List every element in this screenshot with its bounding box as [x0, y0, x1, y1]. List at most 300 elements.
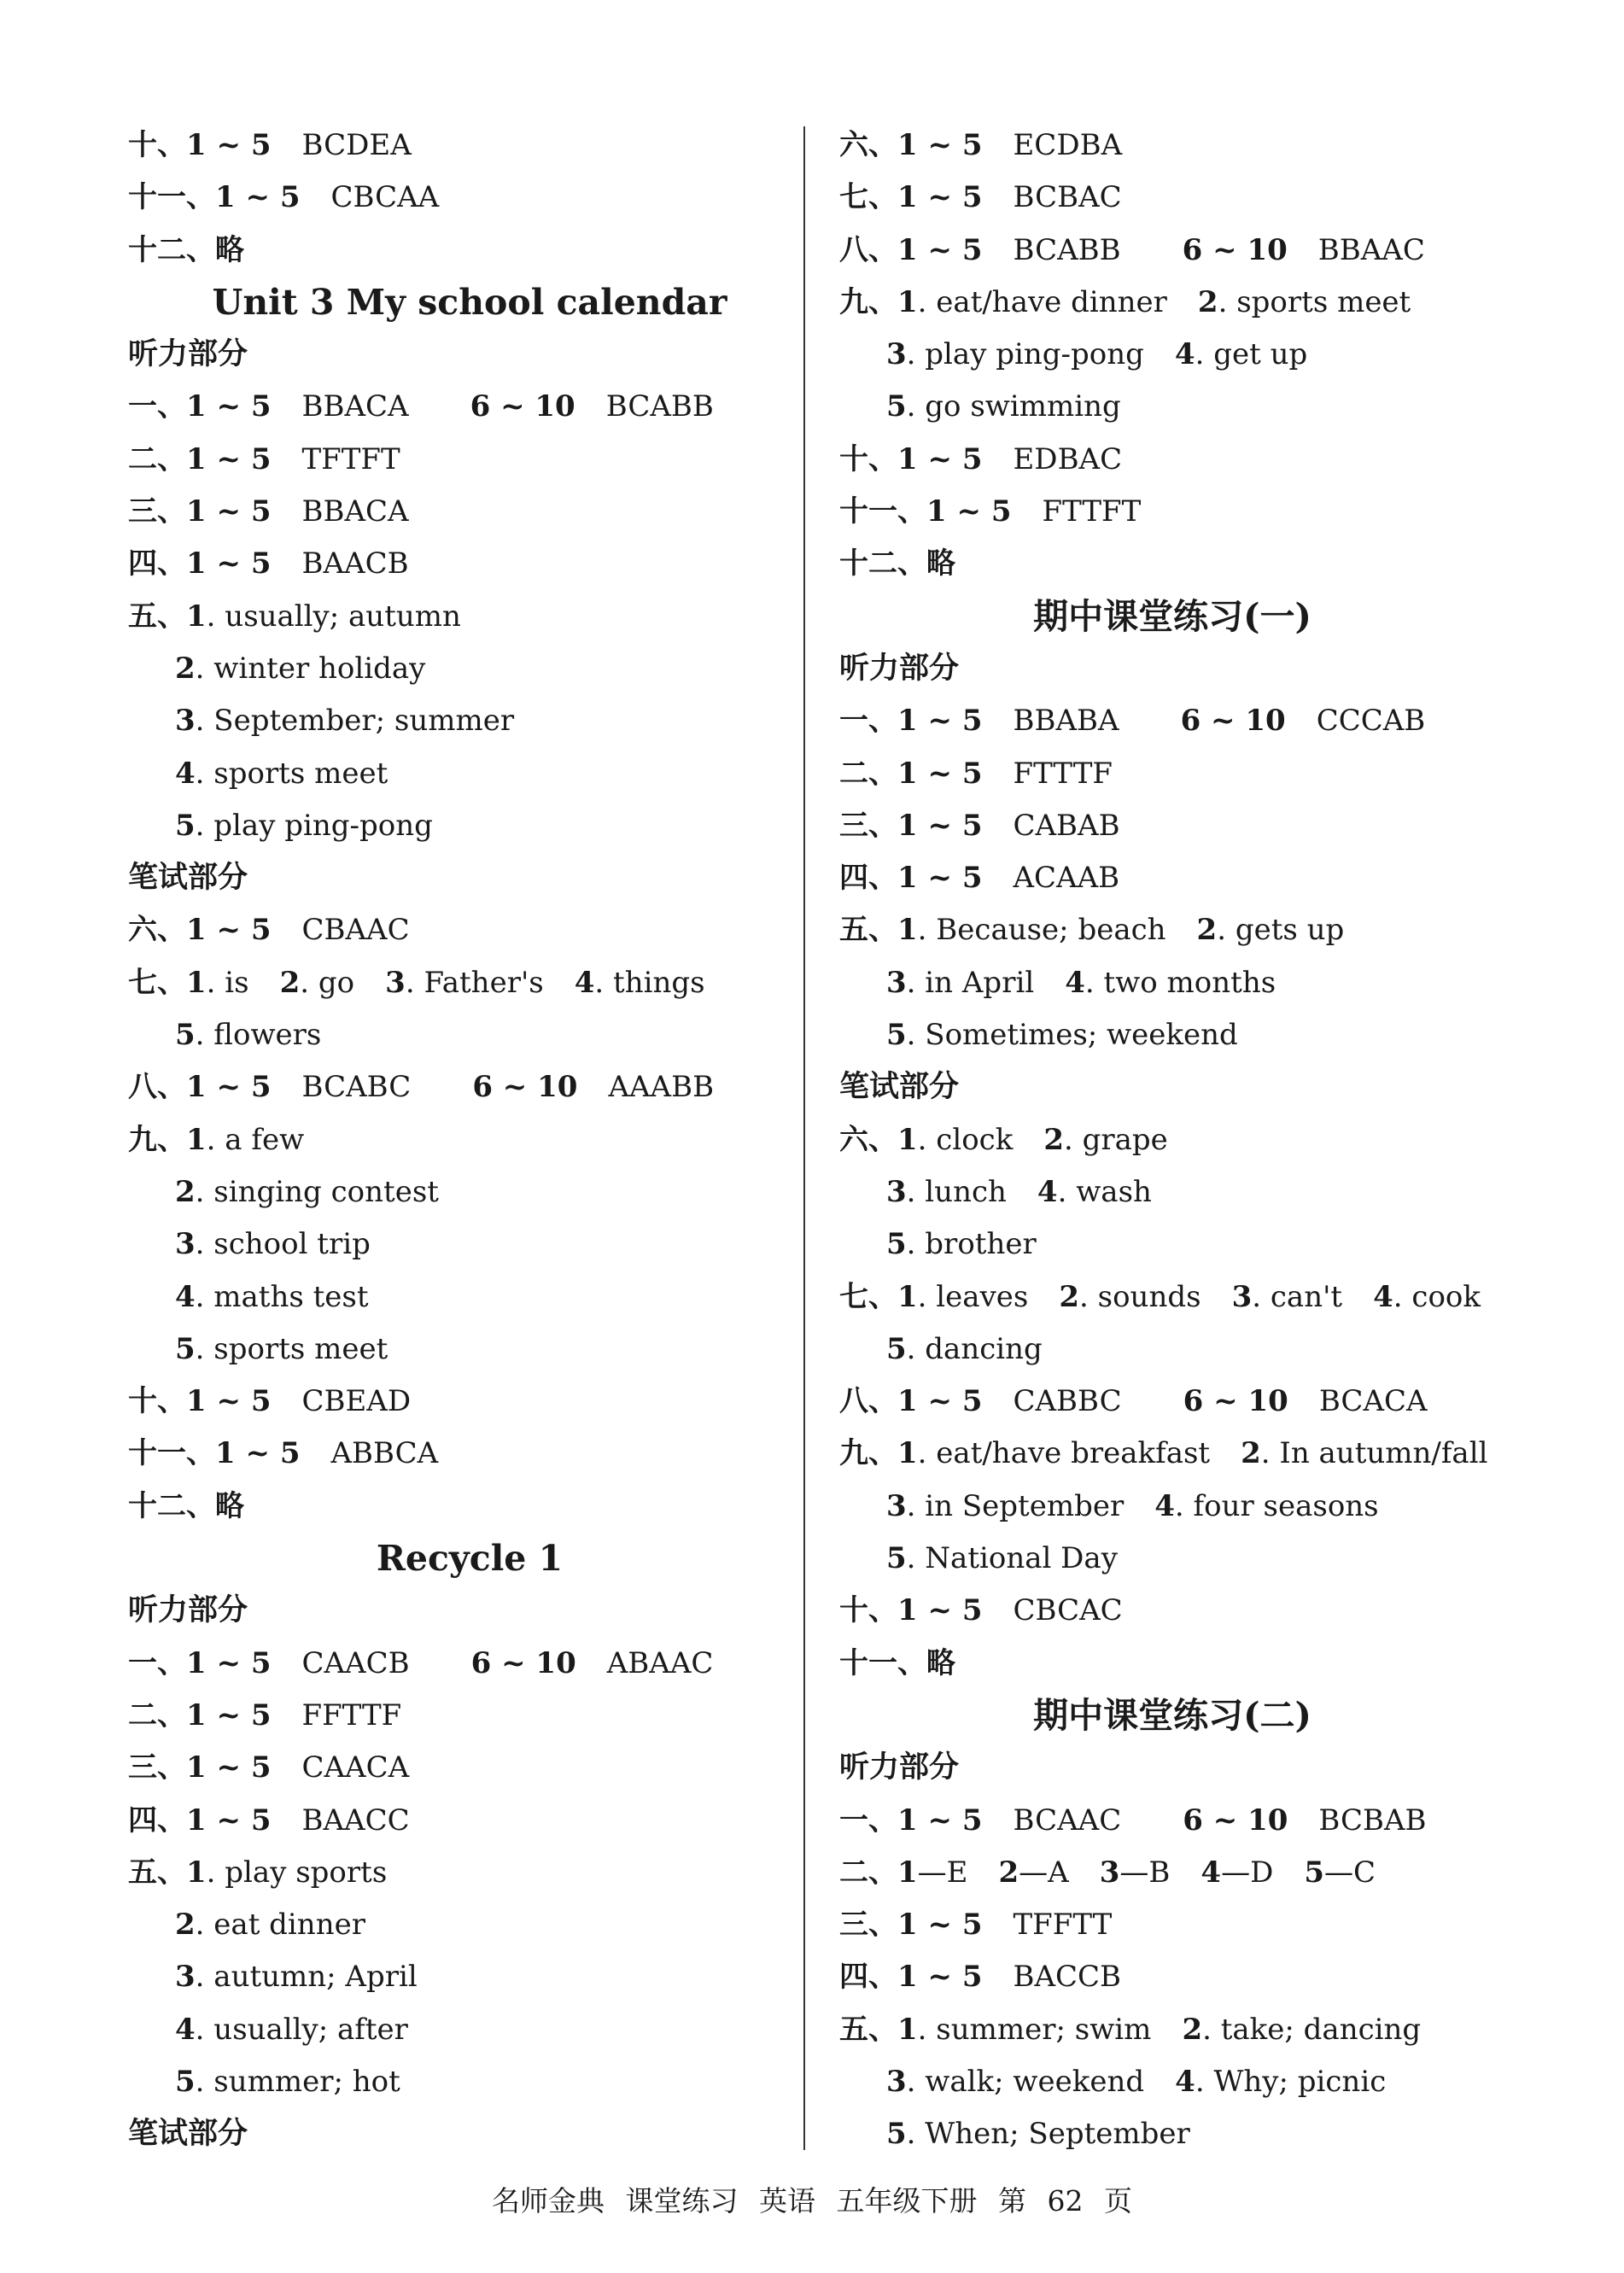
item-answer: sounds [1097, 1279, 1201, 1314]
item-number: 3 [886, 1174, 907, 1209]
question-number: 十一、 [839, 494, 926, 529]
item-number: 1 [897, 1855, 918, 1890]
item-number: 2 [175, 651, 196, 686]
answer-line [128, 225, 811, 277]
range-label: 1 ~ 5 [897, 1384, 983, 1419]
item-number: 1 [897, 1122, 918, 1157]
answer-letters: BCABC [301, 1070, 412, 1105]
item-number: 3 [1099, 1855, 1120, 1890]
item-answer: summer; swim [936, 2012, 1152, 2047]
answer-line: 二、1—E 2—A 3—B 4—D 5—C [839, 1855, 1376, 1890]
range-label: 1 ~ 5 [186, 1384, 272, 1419]
answer-line: 五、1. Because; beach 2. gets up [839, 913, 1345, 948]
answer-letters: BCBAC [1013, 180, 1122, 215]
question-number: 二、 [839, 756, 897, 791]
item-number: 5 [886, 1018, 907, 1053]
answer-line [839, 1795, 1505, 1847]
item-answer: Father's [424, 965, 544, 1000]
answer-line: 3. school trip [175, 1227, 371, 1262]
answer-line [839, 1638, 1505, 1690]
right-column [839, 120, 1505, 2161]
question-number: 十一、 [128, 180, 215, 215]
item-number: 4 [1037, 1174, 1058, 1209]
item-answer: Because; beach [936, 913, 1166, 948]
item-number: 5 [886, 2117, 907, 2152]
subsection-label: 笔试部分 [128, 861, 248, 896]
question-number: 十、 [128, 1384, 186, 1419]
question-number: 一、 [128, 1645, 186, 1680]
item-number: 1 [186, 1122, 207, 1157]
answer-letters: BCABB [605, 389, 714, 424]
item-answer: usually; autumn [225, 599, 461, 634]
item-number: 2 [175, 1908, 196, 1943]
answer-line [839, 172, 1505, 224]
section-heading: 期中课堂练习(一) [1033, 595, 1311, 637]
answer-line [128, 1690, 811, 1742]
answer-letters: FFTTF [301, 1697, 402, 1733]
answer-text: 略 [926, 546, 955, 581]
range-label: 6 ~ 10 [1183, 1803, 1288, 1838]
item-number: 1 [186, 1855, 207, 1890]
answer-line: 五、1. usually; autumn [128, 599, 461, 634]
range-label: 6 ~ 10 [1180, 704, 1286, 739]
answer-letters: TFTFT [301, 441, 400, 476]
answer-line: 5. summer; hot [175, 2064, 400, 2099]
question-number: 三、 [128, 1750, 186, 1785]
answer-line: 4. usually; after [175, 2012, 408, 2047]
answer-letters: ACAAB [1013, 861, 1120, 896]
item-number: 2 [279, 965, 301, 1000]
item-answer: get up [1213, 337, 1308, 372]
subsection-label: 笔试部分 [128, 2117, 248, 2152]
range-label: 1 ~ 5 [897, 128, 983, 162]
range-label: 1 ~ 5 [897, 1803, 983, 1838]
question-number: 十、 [128, 128, 186, 162]
item-answer: is [225, 965, 249, 1000]
answer-line [839, 1951, 1505, 2003]
subsection-label: 听力部分 [128, 337, 248, 372]
item-number: 5 [175, 1018, 196, 1053]
question-number: 十一、 [128, 1436, 215, 1471]
section-heading: Unit 3 My school calendar [212, 281, 727, 323]
answer-line: 5. Sometimes; weekend [886, 1018, 1238, 1053]
answer-line: 3. play ping-pong 4. get up [886, 337, 1308, 372]
range-label: 1 ~ 5 [897, 180, 983, 215]
question-number: 三、 [839, 808, 897, 843]
item-number: 4 [1154, 1488, 1175, 1523]
answer-line [128, 1481, 811, 1533]
answer-letters: CAACA [301, 1750, 410, 1785]
range-label: 1 ~ 5 [186, 1645, 272, 1680]
answer-line: 4. maths test [175, 1279, 369, 1314]
question-number: 二、 [839, 1855, 897, 1890]
item-answer: singing contest [213, 1174, 439, 1209]
item-answer: go [318, 965, 355, 1000]
answer-letters: BAACB [301, 546, 409, 581]
item-answer: Sometimes; weekend [925, 1018, 1238, 1053]
match-answer: C [1353, 1855, 1376, 1890]
answer-line: 3. September; summer [175, 704, 515, 739]
item-number: 3 [886, 2064, 907, 2099]
item-answer: maths test [213, 1279, 369, 1314]
item-answer: eat/have dinner [936, 284, 1167, 319]
item-number: 4 [1174, 337, 1195, 372]
range-label: 1 ~ 5 [897, 756, 983, 791]
answer-line [128, 434, 811, 486]
left-column [128, 120, 811, 2161]
item-number: 2 [1241, 1436, 1261, 1471]
match-answer: A [1048, 1855, 1069, 1890]
question-number: 六、 [839, 1122, 897, 1157]
item-number: 4 [175, 2012, 196, 2047]
item-number: 3 [886, 1488, 907, 1523]
answer-line [128, 538, 811, 590]
answer-line: 5. brother [886, 1227, 1037, 1262]
question-number: 二、 [128, 441, 186, 476]
answer-line [839, 434, 1505, 486]
answer-letters: BBAAC [1317, 232, 1425, 267]
item-answer: winter holiday [213, 651, 426, 686]
answer-letters: CCCAB [1316, 704, 1426, 739]
answer-line: 3. in September 4. four seasons [886, 1488, 1379, 1523]
range-label: 1 ~ 5 [897, 441, 983, 476]
question-number: 五、 [128, 1855, 186, 1890]
answer-text: 略 [926, 1645, 955, 1680]
answer-letters: TFFTT [1013, 1908, 1113, 1943]
item-number: 2 [998, 1855, 1019, 1890]
answer-line: 5. flowers [175, 1018, 322, 1053]
item-number: 3 [175, 1227, 196, 1262]
answer-line: 九、1. a few [128, 1122, 305, 1157]
item-answer: play ping-pong [213, 808, 433, 843]
answer-line: 五、1. play sports [128, 1855, 388, 1890]
answer-letters: EDBAC [1013, 441, 1123, 476]
answer-line: 九、1. eat/have breakfast 2. In autumn/fall [839, 1436, 1488, 1471]
range-label: 1 ~ 5 [186, 1070, 272, 1105]
question-number: 三、 [128, 494, 186, 529]
question-number: 四、 [128, 1803, 186, 1838]
range-label: 6 ~ 10 [472, 1070, 578, 1105]
page-footer: 名师金典 课堂练习 英语 五年级下册 第 62 页 [492, 2184, 1132, 2217]
answer-line [839, 120, 1505, 172]
item-number: 2 [1043, 1122, 1064, 1157]
item-number: 1 [897, 913, 918, 948]
answer-line: 3. lunch 4. wash [886, 1174, 1152, 1209]
answer-line [128, 120, 811, 172]
question-number: 五、 [839, 913, 897, 948]
answer-line [128, 1795, 811, 1847]
item-answer: leaves [936, 1279, 1029, 1314]
question-number: 八、 [839, 232, 897, 267]
answer-line: 七、1. leaves 2. sounds 3. can't 4. cook [839, 1279, 1481, 1314]
answer-letters: BCACA [1318, 1384, 1428, 1419]
answer-line: 九、1. eat/have dinner 2. sports meet [839, 284, 1411, 319]
question-number: 六、 [128, 913, 186, 948]
item-number: 4 [1200, 1855, 1222, 1890]
item-number: 1 [897, 1279, 918, 1314]
item-answer: sports meet [213, 756, 388, 791]
item-answer: summer; hot [213, 2064, 400, 2099]
item-answer: eat dinner [213, 1908, 365, 1943]
answer-letters: ABAAC [606, 1645, 714, 1680]
item-number: 5 [175, 808, 196, 843]
item-answer: lunch [925, 1174, 1007, 1209]
item-answer: Why; picnic [1213, 2064, 1387, 2099]
item-number: 3 [175, 704, 196, 739]
answer-line: 5. play ping-pong [175, 808, 433, 843]
item-number: 4 [175, 756, 196, 791]
item-number: 2 [1059, 1279, 1080, 1314]
answer-line: 3. in April 4. two months [886, 965, 1276, 1000]
item-answer: grape [1082, 1122, 1168, 1157]
item-number: 4 [1175, 2064, 1195, 2099]
subsection-label: 听力部分 [839, 1750, 960, 1785]
range-label: 1 ~ 5 [215, 180, 301, 215]
range-label: 1 ~ 5 [186, 128, 272, 162]
question-number: 五、 [839, 2012, 897, 2047]
range-label: 1 ~ 5 [897, 808, 983, 843]
question-number: 七、 [839, 180, 897, 215]
answer-line: 六、1. clock 2. grape [839, 1122, 1168, 1157]
answer-letters: CAACB [301, 1645, 410, 1680]
item-answer: sports meet [1236, 284, 1411, 319]
range-label: 1 ~ 5 [897, 1908, 983, 1943]
item-answer: eat/have breakfast [936, 1436, 1211, 1471]
answer-letters: BCAAC [1013, 1803, 1122, 1838]
item-number: 5 [1304, 1855, 1325, 1890]
answer-line [128, 1061, 811, 1113]
item-answer: In autumn/fall [1279, 1436, 1488, 1471]
item-answer: When; September [925, 2117, 1190, 2152]
match-answer: B [1148, 1855, 1171, 1890]
question-number: 五、 [128, 599, 186, 634]
answer-letters: ECDBA [1013, 128, 1123, 162]
question-number: 四、 [128, 546, 186, 581]
item-answer: usually; after [213, 2012, 408, 2047]
answer-line [839, 1899, 1505, 1951]
match-answer: E [946, 1855, 968, 1890]
answer-letters: FTTTF [1013, 756, 1113, 791]
item-number: 5 [886, 1227, 907, 1262]
item-number: 5 [175, 2064, 196, 2099]
answer-line: 5. When; September [886, 2117, 1190, 2152]
range-label: 1 ~ 5 [186, 1803, 272, 1838]
section-heading: Recycle 1 [376, 1538, 564, 1580]
range-label: 1 ~ 5 [897, 232, 983, 267]
item-number: 1 [897, 1436, 918, 1471]
item-number: 5 [886, 389, 907, 424]
range-label: 1 ~ 5 [186, 441, 272, 476]
answer-letters: BBABA [1013, 704, 1119, 739]
question-number: 十一、 [839, 1645, 926, 1680]
question-number: 二、 [128, 1697, 186, 1733]
range-label: 1 ~ 5 [926, 494, 1012, 529]
answer-letters: CBEAD [301, 1384, 412, 1419]
item-answer: brother [925, 1227, 1037, 1262]
question-number: 八、 [839, 1384, 897, 1419]
item-answer: autumn; April [213, 1960, 418, 1995]
answer-line [839, 695, 1505, 747]
answer-letters: BBACA [301, 389, 409, 424]
range-label: 1 ~ 5 [897, 704, 983, 739]
answer-letters: BACCB [1013, 1960, 1122, 1995]
answer-line [128, 172, 811, 224]
answer-line [839, 800, 1505, 852]
answer-line [839, 225, 1505, 277]
item-number: 2 [1182, 2012, 1203, 2047]
answer-line [839, 748, 1505, 800]
item-number: 2 [175, 1174, 196, 1209]
item-answer: school trip [213, 1227, 371, 1262]
answer-line [839, 486, 1505, 538]
item-answer: walk; weekend [925, 2064, 1145, 2099]
answer-line: 2. eat dinner [175, 1908, 365, 1943]
item-answer: play ping-pong [925, 337, 1144, 372]
item-number: 3 [886, 965, 907, 1000]
item-number: 1 [897, 284, 918, 319]
question-number: 十二、 [128, 232, 215, 267]
item-number: 3 [886, 337, 907, 372]
answer-line [128, 381, 811, 433]
item-number: 4 [1373, 1279, 1393, 1314]
item-number: 3 [385, 965, 406, 1000]
answer-line [128, 1428, 811, 1480]
answer-line: 4. sports meet [175, 756, 388, 791]
answer-line [128, 1742, 811, 1794]
answer-line [839, 852, 1505, 904]
answer-letters: ABBCA [330, 1436, 439, 1471]
item-number: 4 [574, 965, 595, 1000]
answer-line [128, 1376, 811, 1428]
answer-letters: BCABB [1013, 232, 1121, 267]
question-number: 七、 [128, 965, 186, 1000]
question-number: 九、 [839, 1436, 897, 1471]
item-answer: go swimming [925, 389, 1121, 424]
range-label: 1 ~ 5 [215, 1436, 301, 1471]
item-number: 1 [897, 2012, 918, 2047]
column-divider [803, 126, 805, 2150]
question-number: 七、 [839, 1279, 897, 1314]
range-label: 1 ~ 5 [186, 913, 272, 948]
item-answer: two months [1103, 965, 1276, 1000]
answer-text: 略 [215, 232, 244, 267]
answer-letters: BCBAB [1318, 1803, 1427, 1838]
answer-letters: CABBC [1013, 1384, 1122, 1419]
item-answer: can't [1270, 1279, 1343, 1314]
item-answer: things [613, 965, 705, 1000]
answer-text: 略 [215, 1488, 244, 1523]
question-number: 四、 [839, 1960, 897, 1995]
question-number: 四、 [839, 861, 897, 896]
range-label: 1 ~ 5 [897, 861, 983, 896]
answer-line: 2. winter holiday [175, 651, 426, 686]
subsection-label: 笔试部分 [839, 1070, 960, 1105]
range-label: 6 ~ 10 [1183, 1384, 1288, 1419]
item-answer: in April [925, 965, 1035, 1000]
item-answer: cook [1411, 1279, 1481, 1314]
item-answer: play sports [225, 1855, 388, 1890]
item-number: 1 [186, 599, 207, 634]
range-label: 6 ~ 10 [1182, 232, 1288, 267]
answer-line [839, 1376, 1505, 1428]
answer-letters: CBCAC [1013, 1593, 1123, 1628]
answer-line: 5. National Day [886, 1541, 1118, 1576]
answer-line: 5. dancing [886, 1331, 1043, 1366]
question-number: 九、 [128, 1122, 186, 1157]
answer-letters: BCDEA [301, 128, 412, 162]
item-answer: dancing [925, 1331, 1043, 1366]
question-number: 六、 [839, 128, 897, 162]
question-number: 一、 [839, 1803, 897, 1838]
answer-line [128, 904, 811, 956]
answer-letters: AAABB [608, 1070, 715, 1105]
answer-letters: FTTFT [1042, 494, 1142, 529]
answer-letters: CABAB [1013, 808, 1120, 843]
answer-line: 2. singing contest [175, 1174, 439, 1209]
answer-line [128, 1638, 811, 1690]
question-number: 十、 [839, 1593, 897, 1628]
item-number: 2 [1197, 284, 1218, 319]
answer-line: 五、1. summer; swim 2. take; dancing [839, 2012, 1422, 2047]
range-label: 6 ~ 10 [470, 1645, 576, 1680]
item-number: 1 [186, 965, 207, 1000]
item-answer: in September [925, 1488, 1125, 1523]
answer-line: 七、1. is 2. go 3. Father's 4. things [128, 965, 705, 1000]
item-answer: National Day [925, 1541, 1118, 1576]
range-label: 1 ~ 5 [186, 546, 272, 581]
answer-line: 5. go swimming [886, 389, 1121, 424]
subsection-label: 听力部分 [839, 651, 960, 686]
question-number: 十二、 [128, 1488, 215, 1523]
item-answer: take; dancing [1220, 2012, 1422, 2047]
range-label: 6 ~ 10 [470, 389, 575, 424]
item-answer: flowers [213, 1018, 322, 1053]
question-number: 三、 [839, 1908, 897, 1943]
item-number: 3 [1231, 1279, 1253, 1314]
answer-letters: CBCAA [330, 180, 440, 215]
answer-line: 3. walk; weekend 4. Why; picnic [886, 2064, 1387, 2099]
range-label: 1 ~ 5 [186, 494, 272, 529]
question-number: 一、 [839, 704, 897, 739]
answer-line [128, 486, 811, 538]
answer-line: 5. sports meet [175, 1331, 388, 1366]
range-label: 1 ~ 5 [186, 389, 272, 424]
item-number: 3 [175, 1960, 196, 1995]
item-number: 2 [1196, 913, 1218, 948]
range-label: 1 ~ 5 [897, 1960, 983, 1995]
item-number: 5 [886, 1331, 907, 1366]
item-answer: four seasons [1193, 1488, 1379, 1523]
subsection-label: 听力部分 [128, 1593, 248, 1628]
range-label: 1 ~ 5 [186, 1750, 272, 1785]
item-answer: gets up [1235, 913, 1345, 948]
section-heading: 期中课堂练习(二) [1033, 1694, 1311, 1736]
range-label: 1 ~ 5 [897, 1593, 983, 1628]
question-number: 八、 [128, 1070, 186, 1105]
item-answer: a few [225, 1122, 305, 1157]
answer-line: 3. autumn; April [175, 1960, 418, 1995]
answer-letters: BAACC [301, 1803, 410, 1838]
item-number: 4 [1065, 965, 1085, 1000]
answer-letters: BBACA [301, 494, 409, 529]
answer-letters: CBAAC [301, 913, 410, 948]
item-number: 5 [175, 1331, 196, 1366]
question-number: 十二、 [839, 546, 926, 581]
item-answer: September; summer [213, 704, 515, 739]
question-number: 一、 [128, 389, 186, 424]
item-answer: clock [936, 1122, 1014, 1157]
item-number: 5 [886, 1541, 907, 1576]
